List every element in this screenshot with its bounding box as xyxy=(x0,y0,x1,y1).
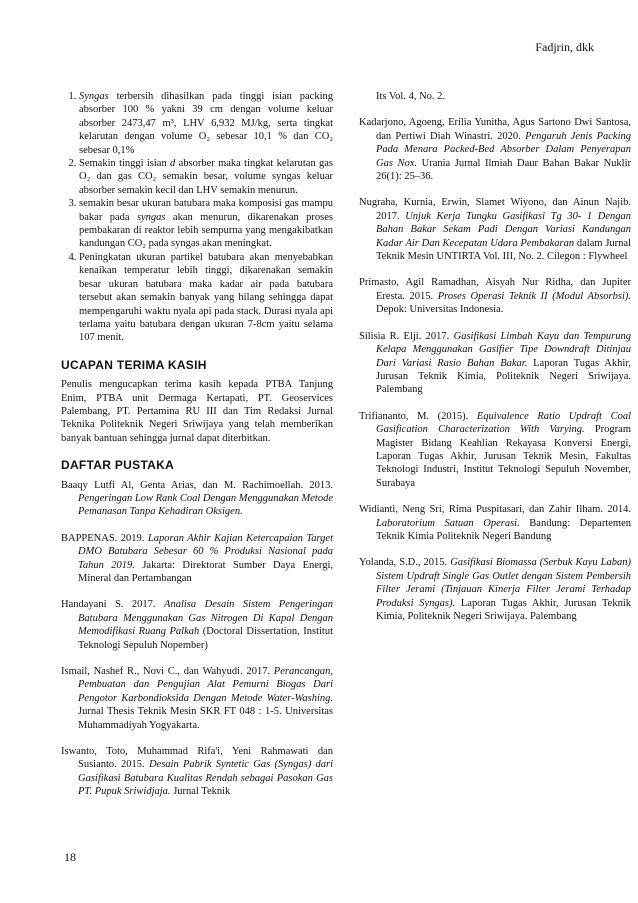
reference-entry: BAPPENAS. 2019. Laporan Akhir Kajian Ketercapaian Target DMO Batubara Sebesar 60 % Produksi Nasional pada Tahun 2019. Jakarta: Direktorat Sumber Daya Energi, Mineral dan Pertambangan xyxy=(61,532,333,584)
acknowledgement-heading: UCAPAN TERIMA KASIH xyxy=(61,357,207,372)
reference-entry: Primasto, Agil Ramadhan, Aisyah Nur Ridha, dan Jupiter Eresta. 2015. Proses Operasi Teknik II (Modul Absorbsi). Depok: Universitas Indonesia. xyxy=(359,277,631,316)
conclusions-list xyxy=(61,90,333,345)
reference-entry: Nugraha, Kurnia, Erwin, Slamet Wiyono, dan Ainun Najib. 2017. Unjuk Kerja Tungku Gasifikasi Tg 30- 1 Dengan Bahan Bakar Sekam Padi Dengan Variasi Kandungan Kadar Air Dan Kecepatan Udara Pembakaran dalam Jurnal Teknik Mesin UNTIRTA Vol. III, No. 2. Cilegon : Flywheel xyxy=(359,197,631,263)
reference-continuation: Its Vol. 4, No. 2. xyxy=(376,91,446,102)
right-column xyxy=(359,90,631,636)
acknowledgement-text: Penulis mengucapkan terima kasih kepada PTBA Tanjung Enim, PTBA unit Dermaga Kertapati, PT. Geoservices Palembang, PT. Pertamina RU III dan Tim Redaksi Jurnal Teknika Politeknik Negeri Sriwijaya yang telah memberikan banyak bantuan sehingga jurnal dapat diterbitkan. xyxy=(61,379,333,444)
reference-entry: Yolanda, S.D., 2015. Gasifikasi Biomassa (Serbuk Kayu Laban) Sistem Updraft Single Gas Outlet dengan Sistem Pembersih Filter Jerami (Tinjauan Kinerja Filter Jerami Terhadap Produksi Syngas). Laporan Tugas Akhir, Jurusan Teknik Kimia, Politeknik Negeri Sriwijaya. Palembang xyxy=(359,557,631,622)
conclusion-item: 2. Semakin tinggi isian d absorber maka tingkat kelarutan gas O₂ dan gas CO₂ semakin besar, volume syngas keluar absorber semakin kecil dan LHV semakin menurun. xyxy=(79,157,333,197)
running-header-author: Fadjrin, dkk xyxy=(535,40,594,54)
reference-entry: Iswanto, Toto, Muhammad Rifa'i, Yeni Rahmawati dan Susianto. 2015. Desain Pabrik Syntetic Gas (Syngas) dari Gasifikasi Batubara Kualitas Rendah sebagai Pasokan Gas PT. Pupuk Sriwidjaja. Jurnal Teknik xyxy=(61,746,333,798)
conclusion-item: 3. semakin besar ukuran batubara maka komposisi gas mampu bakar pada syngas akan menurun, dikarenakan proses pembakaran di reaktor lebih sempurna yang mengakibatkan kandungan CO₂ pada syngas akan meningkat. xyxy=(79,197,333,251)
page-number: 18 xyxy=(64,850,76,864)
reference-entry: Trifiananto, M. (2015). Equivalence Ratio Updraft Coal Gasification Characterization With Varying. Program Magister Bidang Keahlian Rekayasa Konversi Energi, Laporan Tugas Akhir, Jurusan Teknik Mesin, Fakultas Teknologi Industri, Institut Teknologi Sepuluh November, Surabaya xyxy=(359,410,631,489)
left-column xyxy=(61,90,333,812)
reference-entry: Silisia R. Elji. 2017. Gasifikasi Limbah Kayu dan Tempurung Kelapa Menggunakan Gasifier Tipe Downdraft Ditinjau Dari Variasi Rasio Bahan Bakar. Laporan Tugas Akhir, Jurusan Teknik Kimia, Politeknik Negeri Sriwijaya. Palembang xyxy=(359,330,631,396)
references-heading: DAFTAR PUSTAKA xyxy=(61,458,175,473)
reference-entry: Baaqy Lutfi Al, Genta Arias, dan M. Rachimoellah. 2013. Pengeringan Low Rank Coal Dengan Menggunakan Metode Pemanasan Tanpa Kehadiran Oksigen. xyxy=(61,479,333,518)
conclusion-item: 4. Peningkatan ukuran partikel batubara akan menyebabkan kenaikan temperatur lebih tinggi, dikarenakan semakin besar ukuran batubara maka kadar air pada batubara tersebut akan semakin banyak yang hilang sehingga dapat mempengaruhi waktu nyala api pada stack. Durasi nyala api terlama yaitu batubara dengan ukuran 7-8cm yaitu selama 107 menit. xyxy=(79,251,333,345)
reference-entry: Widianti, Neng Sri, Rima Puspitasari, dan Zahir Ilham. 2014. Laboratorium Satuan Operasi. Bandung: Departemen Teknik Kimia Politeknik Negeri Bandung xyxy=(359,504,631,542)
reference-entry: Kadarjono, Agoeng, Erilia Yunitha, Agus Sartono Dwi Santosa, dan Pertiwi Diah Winastri. 2020. Pengaruh Jenis Packing Pada Menara Packed-Bed Absorber Dalam Penyerapan Gas Nox. Urania Jurnal Ilmiah Daur Bahan Bakar Nuklir 26(1): 25–36. xyxy=(359,117,632,183)
reference-entry: Handayani S. 2017. Analisa Desain Sistem Pengeringan Batubara Menggunakan Gas Nitrogen Di Kapal Dengan Memodifikasi Ruang Palkah (Doctoral Dissertation, Institut Teknologi Sepuluh Nopember) xyxy=(61,599,333,651)
reference-entry: Ismail, Nashef R., Novi C., dan Wahyudi. 2017. Perancangan, Pembuatan dan Pengujian Alat Pemurni Biogas Dari Pengotor Karbondioksida Dengan Metode Water-Washing. Jurnal Thesis Teknik Mesin SKR FT 048 : 1-5. Universitas Muhammadiyah Yogyakarta. xyxy=(61,666,333,731)
conclusion-item: 1. Syngas terbersih dihasilkan pada tinggi isian packing absorber 100 % yakni 39 cm dengan volume keluar absorber 2473,47 m³, LHV 6,932 MJ/kg, serta tingkat kelarutan dengan volume O₂ sebesar 10,1 % dan CO₂ sebesar 0,1% xyxy=(79,90,333,157)
